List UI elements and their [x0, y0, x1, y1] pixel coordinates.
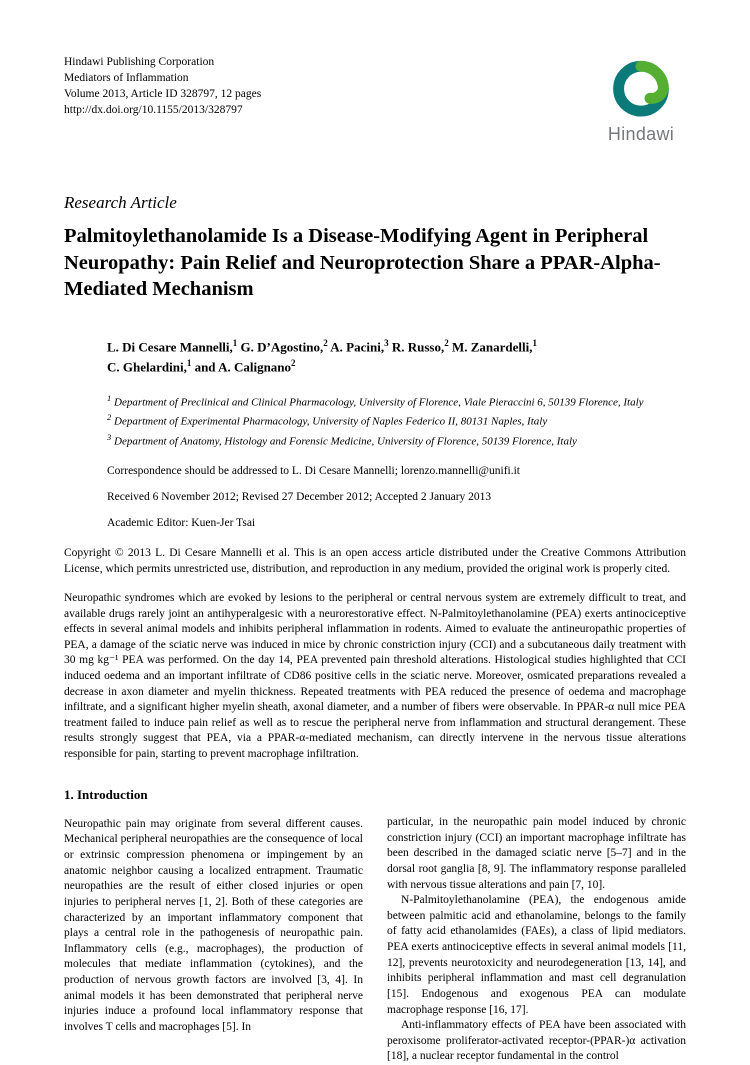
history-line: Received 6 November 2012; Revised 27 December 2012; Accepted 2 January 2013 [107, 490, 492, 503]
volume-info: Volume 2013, Article ID 328797, 12 pages [64, 88, 262, 101]
byline-block [107, 337, 686, 529]
abstract-text: Neuropathic syndromes which are evoked by lesions to the peripheral or central nervous system are extremely difficult to treat, and available drugs rarely joint an antihyperalgesic with a neurorestorative effect. N-Palmitoylethanolamine (PEA) exerts antinociceptive effects in several animal models and inhibits peripheral inflammation in rodents. Aimed to evaluate the antineuropathic properties of PEA, a damage of the sciatic nerve was induced in mice by chronic constriction injury (CCI) and a subcutaneous daily treatment with 30 mg kg⁻¹ PEA was performed. On the day 14, PEA prevented pain threshold alterations. Histological studies highlighted that CCI induced oedema and an important infiltrate of CD86 positive cells in the sciatic nerve. Moreover, osmicated preparations revealed a decrease in axon diameter and myelin thickness. Repeated treatments with PEA reduced the presence of oedema and macrophage infiltrate, and a significant higher myelin sheath, axonal diameter, and a number of fibers were observable. In PPAR-α null mice PEA treatment failed to induce pain relief as well as to rescue the peripheral nerve from inflammation and structural derangement. These results strongly suggest that PEA, via a PPAR-α-mediated mechanism, can directly intervene in the nervous tissue alterations responsible for pain, starting to prevent macrophage infiltration. [64, 592, 686, 760]
correspondence-line: Correspondence should be addressed to L. Di Cesare Mannelli; lorenzo.mannelli@unifi.it [107, 464, 520, 477]
authors-line-2: C. Ghelardini,$^1$ and A. Calignano$^2$ [107, 357, 296, 375]
intro-right-column [387, 786, 686, 1065]
hindawi-wordmark: Hindawi [607, 124, 675, 144]
doi-link[interactable]: http://dx.doi.org/10.1155/2013/328797 [64, 104, 243, 117]
section-heading-introduction: 1. Introduction [64, 787, 148, 803]
intro-paragraph: Neuropathic pain may originate from several different causes. Mechanical peripheral neuropathies are the consequence of local or extrinsic compression phenomena or impingement by an anatomic neighbor causing a localized entrapment. Traumatic neuropathies are the result of either closed injuries or open injuries to peripheral nerves [1, 2]. Both of these categories are characterized by an important inflammatory component that plays a central role in the pathogenesis of neuropathic pain. Inflammatory cells (e.g., macrophages), the production of molecules that mediate inflammation (cytokines), and the production of nervous growth factors are involved [3, 4]. In animal models it has been demonstrated that peripheral nerve injuries induce a profound local inflammatory response that involves T cells and macrophages [5]. In [64, 817, 363, 1033]
affiliation-item: $^1$ Department of Preclinical and Clinical Pharmacology, University of Florence, Viale Pieraccini 6, 50139 Florence, Italy [107, 392, 644, 409]
affiliation-item: $^3$ Department of Anatomy, Histology and Forensic Medicine, University of Florence, 50139 Florence, Italy [107, 431, 577, 448]
two-column-body [64, 786, 686, 1065]
article-type-label: Research Article [64, 193, 177, 212]
intro-paragraph: particular, in the neuropathic pain model induced by chronic constriction injury (CCI) an important macrophage infiltrate has been described in the damaged sciatic nerve [5–7] and in the dorsal root ganglia [8, 9]. The inflammatory response paralleled with nervous tissue alterations and pain [7, 10]. [387, 816, 686, 891]
intro-left-column [64, 786, 363, 1065]
publisher-name: Hindawi Publishing Corporation [64, 56, 215, 68]
correspondence-email-link[interactable]: lorenzo.mannelli@unifi.it [400, 464, 520, 477]
affiliations [107, 392, 686, 451]
academic-editor-line: Academic Editor: Kuen-Jer Tsai [107, 516, 256, 529]
publication-info [64, 54, 261, 118]
hindawi-swirl-icon [596, 58, 686, 122]
journal-name: Mediators of Inflammation [64, 72, 189, 85]
affiliation-item: $^2$ Department of Experimental Pharmacology, University of Naples Federico II, 80131 Naples, Italy [107, 412, 548, 428]
copyright-notice: Copyright © 2013 L. Di Cesare Mannelli et al. This is an open access article distributed under the Creative Commons Attribution License, which permits unrestricted use, distribution, and reproduction in any medium, provided the original work is properly cited. [64, 546, 686, 575]
hindawi-logo [596, 58, 686, 145]
intro-paragraph: Anti-inflammatory effects of PEA have been associated with peroxisome proliferator-activated receptor-(PPAR-)α activation [18], a nuclear receptor fundamental in the control [387, 1019, 686, 1063]
masthead [64, 54, 686, 145]
intro-paragraph: N-Palmitoylethanolamine (PEA), the endogenous amide between palmitic acid and ethanolamine, belongs to the family of fatty acid ethanolamides (FAEs), a class of lipid mediators. PEA exerts antinociceptive effects in several animal models [11, 12], prevents neurotoxicity and neurodegeneration [13, 14], and inhibits peripheral inflammation and mast cell degranulation [15]. Endogenous and exogenous PEA can modulate macrophage response [16, 17]. [387, 894, 686, 1016]
authors-line-1: L. Di Cesare Mannelli,$^1$ G. D’Agostino,$^2$ A. Pacini,$^3$ R. Russo,$^2$ M. Zanardelli,$^1$ [107, 337, 537, 355]
article-title: Palmitoylethanolamide Is a Disease-Modifying Agent in Peripheral Neuropathy: Pain Relief and Neuroprotection Share a PPAR-Alpha-Mediated Mechanism [64, 225, 661, 301]
